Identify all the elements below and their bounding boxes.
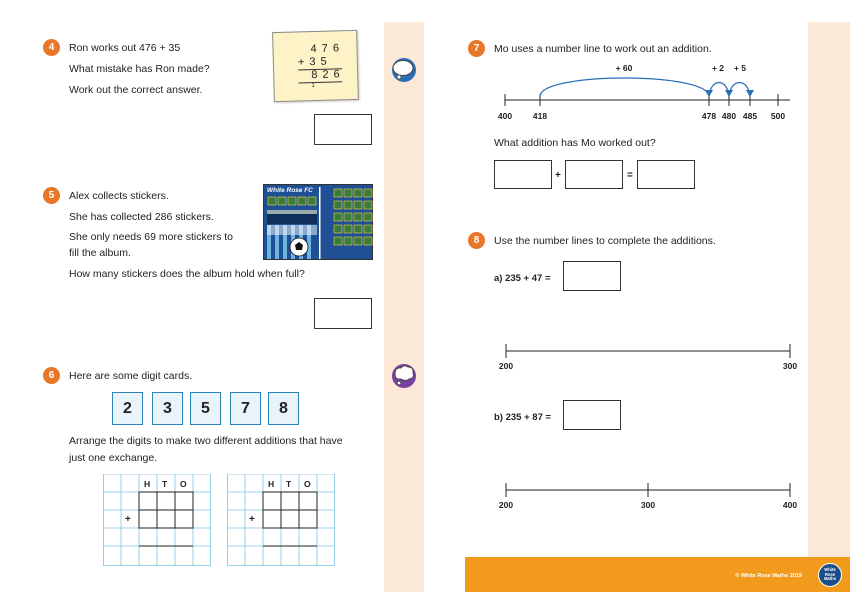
question-text: Work out the correct answer.: [69, 84, 203, 96]
question-text: What addition has Mo worked out?: [494, 137, 656, 149]
question-number: 4: [43, 39, 60, 56]
header-tens: T: [286, 479, 292, 489]
tick-label: 300: [640, 500, 656, 510]
calc-add: + 3 5: [297, 55, 328, 69]
jump-label: + 5: [733, 63, 747, 73]
question-text: fill the album.: [69, 247, 131, 259]
tick-label: 418: [532, 111, 548, 121]
grid-lines: [103, 474, 211, 566]
plus-sign: +: [249, 514, 255, 525]
equals-sign: =: [627, 170, 633, 181]
question-text: Ron works out 476 + 35: [69, 42, 181, 54]
answer-box[interactable]: [637, 160, 695, 189]
plus-sign: +: [125, 514, 131, 525]
question-text: Alex collects stickers.: [69, 190, 169, 202]
part-a-label: a) 235 + 47 =: [494, 273, 551, 284]
calc-result: 8 2 6: [311, 68, 341, 82]
answer-box[interactable]: [565, 160, 623, 189]
header-ones: O: [180, 479, 187, 489]
digit-card: 3: [152, 392, 183, 425]
tick-label: 400: [497, 111, 513, 121]
question-text: What mistake has Ron made?: [69, 63, 210, 75]
tick-label: 400: [782, 500, 798, 510]
right-strip: [808, 22, 850, 557]
calc-line: [298, 81, 342, 83]
tick-label: 200: [498, 361, 514, 371]
tick-label: 500: [770, 111, 786, 121]
question-number: 7: [468, 40, 485, 57]
digit-card: 8: [268, 392, 299, 425]
answer-box[interactable]: [314, 298, 372, 329]
album-pages: [264, 185, 374, 261]
header-tens: T: [162, 479, 168, 489]
answer-box[interactable]: [563, 400, 621, 430]
thought-bubble-icon: [390, 56, 418, 87]
number-line-a: [500, 342, 796, 360]
sticker-album-image: [263, 184, 373, 260]
calc-carry: 1: [311, 83, 315, 90]
copyright-text: © White Rose Maths 2019: [735, 573, 802, 579]
question-number: 5: [43, 187, 60, 204]
jump-label: + 60: [615, 63, 633, 73]
footer-bar: [465, 557, 850, 592]
question-text: Arrange the digits to make two different additions that have: [69, 435, 343, 447]
center-strip: [384, 22, 424, 592]
calculation-note: [272, 30, 359, 102]
question-text: How many stickers does the album hold when full?: [69, 268, 305, 280]
number-line-q7: [490, 60, 800, 110]
question-number: 6: [43, 367, 60, 384]
number-line-b: [500, 481, 796, 499]
question-text: She has collected 286 stickers.: [69, 211, 214, 223]
tick-label: 300: [782, 361, 798, 371]
thought-bubble-icon: [390, 362, 418, 393]
question-number: 8: [468, 232, 485, 249]
answer-box[interactable]: [494, 160, 552, 189]
calc-top: 4 7 6: [310, 42, 341, 56]
place-value-grid[interactable]: [103, 474, 211, 566]
digit-card: 7: [230, 392, 261, 425]
tick-label: 485: [742, 111, 758, 121]
white-rose-logo: White Rose Maths: [818, 563, 842, 587]
jump-label: + 2: [711, 63, 725, 73]
tick-label: 478: [701, 111, 717, 121]
tick-label: 480: [721, 111, 737, 121]
part-b-label: b) 235 + 87 =: [494, 412, 552, 423]
question-text: Here are some digit cards.: [69, 370, 193, 382]
album-title: White Rose FC: [267, 187, 313, 194]
digit-card: 2: [112, 392, 143, 425]
question-text: Mo uses a number line to work out an addition.: [494, 43, 712, 55]
question-text: She only needs 69 more stickers to: [69, 231, 234, 243]
tick-label: 200: [498, 500, 514, 510]
header-hundreds: H: [268, 479, 275, 489]
answer-box[interactable]: [314, 114, 372, 145]
question-text: Use the number lines to complete the additions.: [494, 235, 716, 247]
place-value-grid[interactable]: [227, 474, 335, 566]
answer-box[interactable]: [563, 261, 621, 291]
question-text: just one exchange.: [69, 452, 158, 464]
digit-card: 5: [190, 392, 221, 425]
plus-sign: +: [555, 170, 561, 181]
grid-lines: [227, 474, 335, 566]
header-hundreds: H: [144, 479, 151, 489]
header-ones: O: [304, 479, 311, 489]
